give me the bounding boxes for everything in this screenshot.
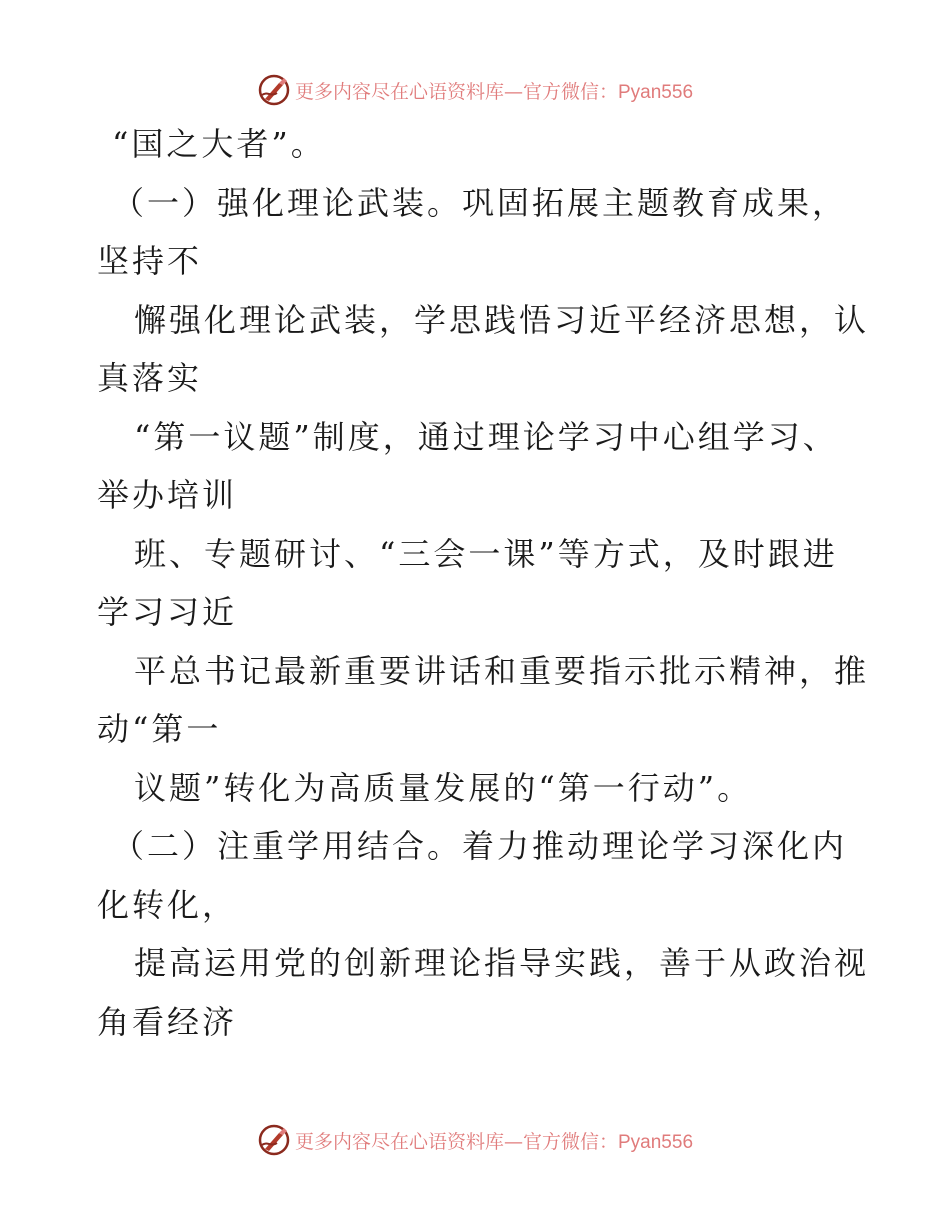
text-line: 坚持不 [97, 242, 203, 280]
text-line: 角看经济 [97, 1003, 238, 1041]
text-line: 举办培训 [97, 476, 238, 514]
text-line: 议题”转化为高质量发展的“第一行动”。 [134, 769, 753, 807]
text-line: 提高运用党的创新理论指导实践，善于从政治视 [134, 944, 870, 982]
watermark-text: 更多内容尽在心语资料库—官方微信：Pyan556 [294, 80, 694, 103]
text-line: 平总书记最新重要讲话和重要指示批示精神，推 [134, 652, 870, 690]
text-line: “国之大者”。 [112, 125, 326, 163]
text-line: 动“第一 [97, 710, 222, 748]
text-line: 班、专题研讨、“三会一课”等方式，及时跟进 [134, 535, 838, 573]
footer-watermark [0, 1120, 950, 1160]
text-line: （一）强化理论武装。巩固拓展主题教育成果， [112, 184, 848, 222]
text-line: 学习习近 [97, 593, 238, 631]
text-line: 化转化， [97, 886, 238, 924]
text-line: （二）注重学用结合。着力推动理论学习深化内 [112, 827, 848, 865]
watermark-text: 更多内容尽在心语资料库—官方微信：Pyan556 [294, 1130, 694, 1153]
text-line: “第一议题”制度，通过理论学习中心组学习、 [134, 418, 838, 456]
text-line: 真落实 [97, 359, 203, 397]
pen-logo-icon [257, 73, 291, 107]
pen-logo-icon [257, 1123, 291, 1157]
text-line: 懈强化理论武装，学思践悟习近平经济思想，认 [134, 301, 870, 339]
header-watermark [0, 70, 950, 110]
